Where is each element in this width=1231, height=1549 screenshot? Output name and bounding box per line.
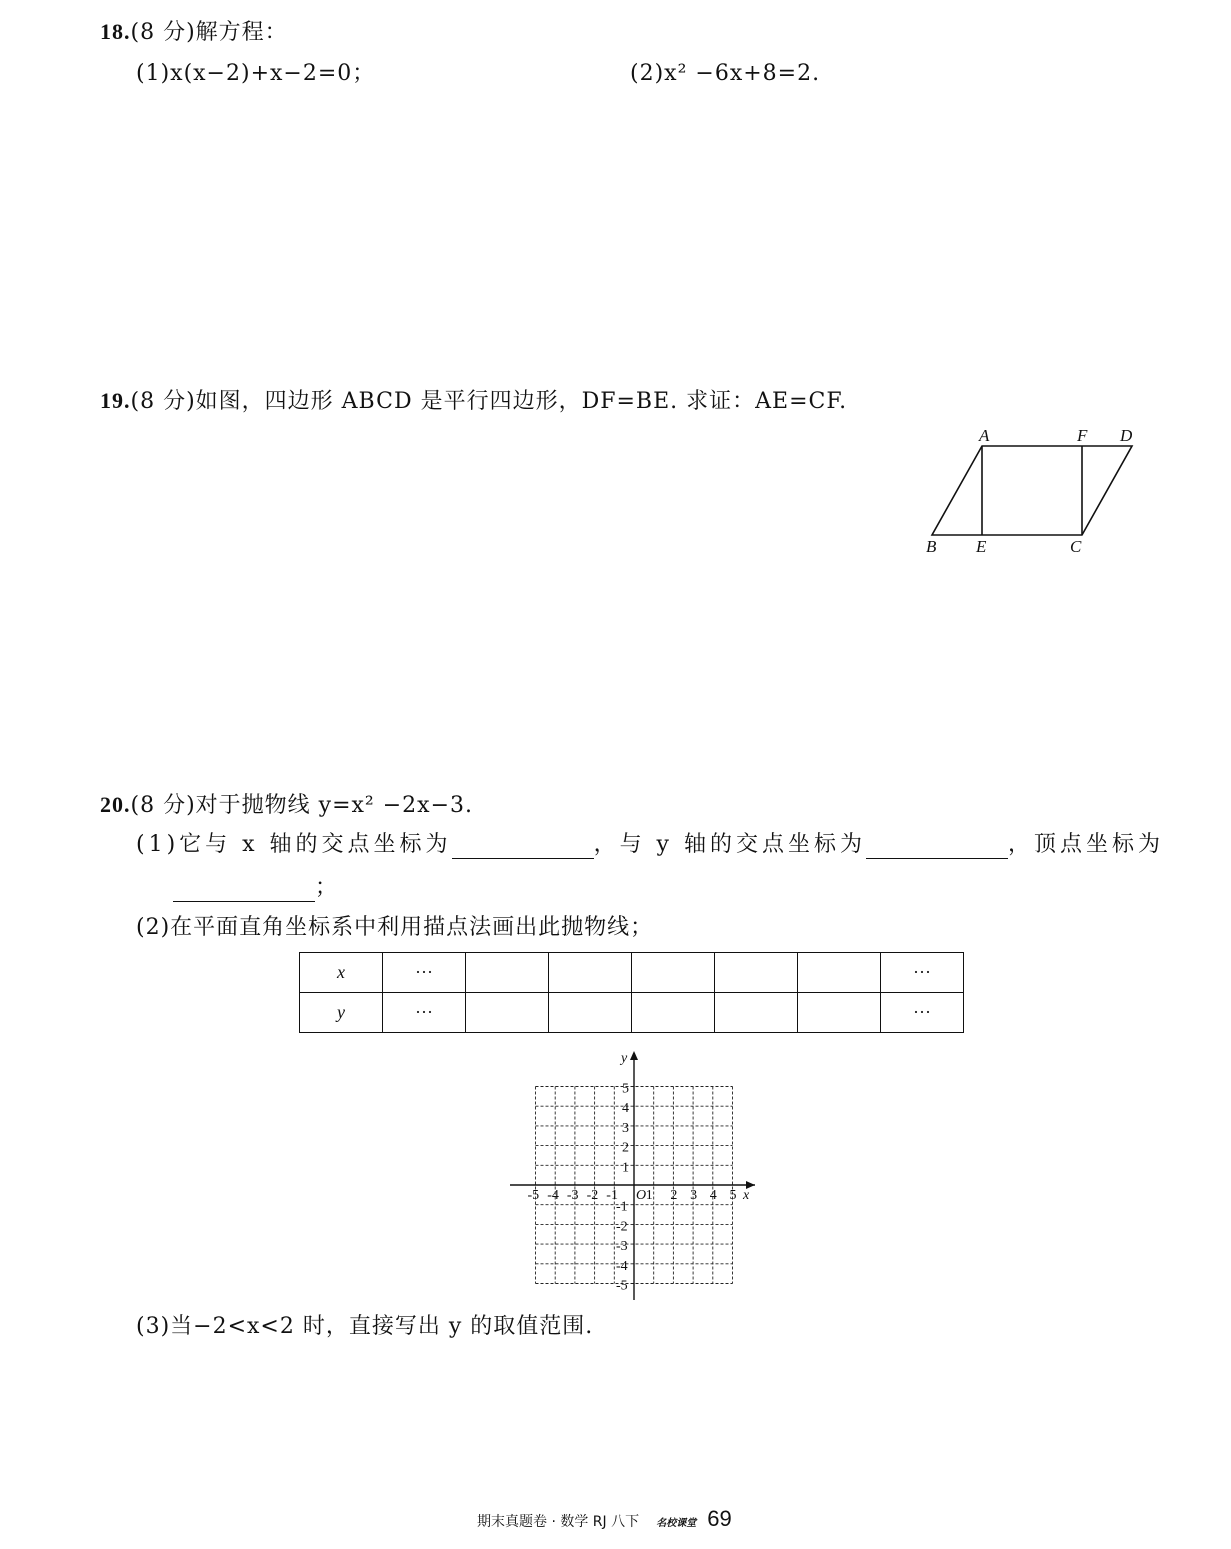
y-tick-label: 2 <box>622 1140 629 1156</box>
y-tick-label: -2 <box>616 1219 628 1235</box>
table-cell[interactable] <box>798 993 881 1033</box>
y-tick-label: -5 <box>616 1278 628 1294</box>
footer-title: 期末真题卷 · 数学 RJ 八下 <box>477 1514 640 1530</box>
table-ellipsis: ··· <box>383 953 466 993</box>
y-axis-label: y <box>621 1051 628 1066</box>
q18-stem <box>100 18 288 47</box>
q18-part1: (1)x(x−2)+x−2=0； <box>136 61 376 86</box>
x-tick-label: 2 <box>670 1188 678 1203</box>
q20-part1-end: ； <box>315 875 339 900</box>
q20-part1-text-b: ，与 y 轴的交点坐标为 <box>593 832 866 857</box>
y-tick-label: 4 <box>622 1101 629 1117</box>
q19-number: 19. <box>100 388 131 413</box>
table-row-x <box>300 953 964 993</box>
x-axis-label: x <box>743 1188 750 1203</box>
answer-blank-x-intercepts[interactable] <box>452 836 594 859</box>
table-cell[interactable] <box>715 993 798 1033</box>
label-a: A <box>979 426 990 445</box>
q19-stem <box>100 387 847 416</box>
q20-part1-text-a: (1)它与 x 轴的交点坐标为 <box>136 832 452 857</box>
value-table <box>299 952 964 1033</box>
q20-part2: (2)在平面直角坐标系中利用描点法画出此抛物线； <box>136 915 654 940</box>
table-row-y <box>300 993 964 1033</box>
label-c: C <box>1070 537 1082 556</box>
table-cell[interactable] <box>549 993 632 1033</box>
y-tick-label: -3 <box>616 1239 628 1255</box>
y-tick-label: 5 <box>622 1081 629 1097</box>
table-ellipsis: ··· <box>881 993 964 1033</box>
table-cell[interactable] <box>632 993 715 1033</box>
label-e: E <box>976 537 987 556</box>
x-tick-label: 5 <box>729 1188 737 1203</box>
x-tick-label: 4 <box>709 1188 717 1203</box>
x-tick-label: -1 <box>606 1188 618 1203</box>
page-number: 69 <box>707 1506 732 1531</box>
table-cell[interactable] <box>549 953 632 993</box>
x-tick-label: -2 <box>586 1188 599 1203</box>
parallelogram-figure <box>915 420 1145 560</box>
table-cell[interactable] <box>715 953 798 993</box>
answer-blank-vertex[interactable] <box>173 879 315 902</box>
q20-part3: (3)当−2<x<2 时，直接写出 y 的取值范围. <box>136 1314 594 1339</box>
x-tick-label: -5 <box>527 1188 540 1203</box>
q19-stem-text: (8 分)如图，四边形 ABCD 是平行四边形，DF=BE. 求证：AE=CF. <box>130 389 848 414</box>
table-ellipsis: ··· <box>881 953 964 993</box>
q18-part2: (2)x² −6x+8=2. <box>630 61 821 86</box>
q20-part1-line <box>136 831 1164 859</box>
page-footer <box>477 1506 732 1532</box>
table-row-label-x: x <box>300 953 383 993</box>
table-cell[interactable] <box>466 953 549 993</box>
table-cell[interactable] <box>632 953 715 993</box>
table-ellipsis: ··· <box>383 993 466 1033</box>
q20-stem <box>100 791 473 820</box>
parallelogram-abcd <box>932 446 1132 535</box>
q20-stem-text: (8 分)对于抛物线 y=x² −2x−3. <box>130 793 473 818</box>
x-tick-label: -4 <box>547 1188 559 1203</box>
brand-logo: 名校课堂 <box>656 1518 697 1529</box>
x-tick-label: 1 <box>645 1188 653 1203</box>
y-axis-arrow <box>630 1051 638 1060</box>
q20-part1-text-c: ，顶点坐标为 <box>1007 832 1164 857</box>
answer-blank-y-intercept[interactable] <box>866 836 1008 859</box>
x-tick-label: -3 <box>566 1188 579 1203</box>
origin-label: O <box>636 1188 647 1203</box>
coordinate-grid <box>505 1045 765 1305</box>
q18-stem-text: (8 分)解方程： <box>130 20 288 45</box>
y-tick-label: 3 <box>622 1120 629 1136</box>
table-cell[interactable] <box>466 993 549 1033</box>
q18-number: 18. <box>100 19 131 44</box>
table-row-label-y: y <box>300 993 383 1033</box>
table-cell[interactable] <box>798 953 881 993</box>
label-b: B <box>926 537 937 556</box>
q20-part1-line2 <box>173 874 338 902</box>
x-tick-label: 3 <box>690 1188 698 1203</box>
y-tick-label: -1 <box>616 1199 628 1215</box>
y-tick-label: 1 <box>622 1160 629 1176</box>
y-tick-label: -4 <box>616 1258 628 1274</box>
label-d: D <box>1120 426 1133 445</box>
label-f: F <box>1077 426 1088 445</box>
q20-number: 20. <box>100 792 131 817</box>
